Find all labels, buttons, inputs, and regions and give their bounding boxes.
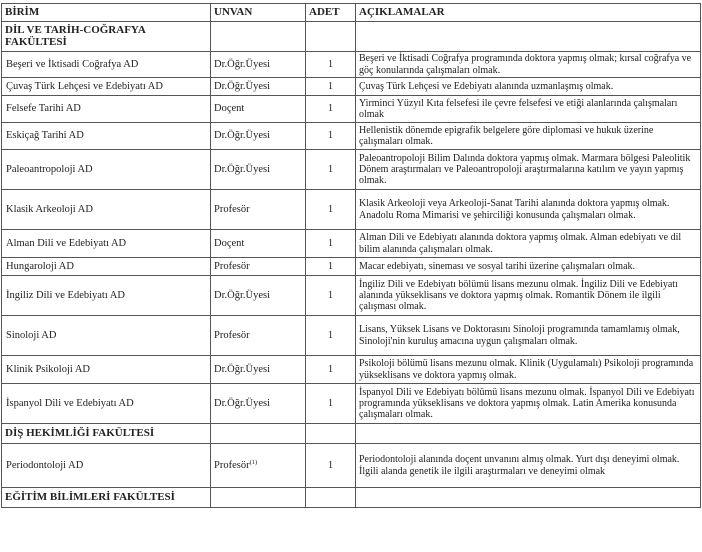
table-row: [2, 276, 701, 316]
table-row: [2, 150, 701, 190]
adet-cell: 1: [306, 123, 356, 150]
aciklama-cell: Periodontoloji alanında doçent unvanını almış olmak. Yurt dışı deneyimi olmak. İlgili alanda genetik ile ilgili araştırmaları ve deneyimi olmak: [356, 444, 701, 488]
adet-cell: 1: [306, 384, 356, 424]
aciklama-cell: Yirminci Yüzyıl Kıta felsefesi ile çevre felsefesi ve etiği alanlarında çalışmaları olmak: [356, 96, 701, 123]
staff-positions-table: [1, 3, 701, 508]
aciklama-cell: Klasik Arkeoloji veya Arkeoloji-Sanat Tarihi alanında doktora yapmış olmak. Anadolu Roma Mimarisi ve şehirciliği konusunda çalışmaları olmak.: [356, 190, 701, 230]
aciklama-cell: Hellenistik dönemde epigrafik belgelere göre diplomasi ve hukuk üzerine çalışmaları olmak.: [356, 123, 701, 150]
aciklama-cell: Lisans, Yüksek Lisans ve Doktorasını Sinoloji programında tamamlamış olmak, Sinoloji'nin kuruluş amacına uygun çalışmaları olmak.: [356, 316, 701, 356]
adet-cell: 1: [306, 356, 356, 384]
section-title: DİŞ HEKİMLİĞİ FAKÜLTESİ: [2, 424, 211, 444]
table-row: [2, 356, 701, 384]
unvan-cell: Doçent: [211, 96, 306, 123]
aciklama-cell: Çuvaş Türk Lehçesi ve Edebiyatı alanında uzmanlaşmış olmak.: [356, 78, 701, 96]
unvan-cell: Dr.Öğr.Üyesi: [211, 384, 306, 424]
aciklama-cell: Alman Dili ve Edebiyatı alanında doktora yapmış olmak. Alman edebiyatı ve dil bilim alanında çalışmaları olmak.: [356, 230, 701, 258]
section-title: EĞİTİM BİLİMLERİ FAKÜLTESİ: [2, 488, 211, 508]
birim-cell: Periodontoloji AD: [2, 444, 211, 488]
adet-cell: 1: [306, 150, 356, 190]
adet-cell: 1: [306, 96, 356, 123]
adet-cell: 1: [306, 316, 356, 356]
birim-cell: Çuvaş Türk Lehçesi ve Edebiyatı AD: [2, 78, 211, 96]
aciklama-cell: Macar edebiyatı, sineması ve sosyal tarihi üzerine çalışmaları olmak.: [356, 258, 701, 276]
unvan-cell: Dr.Öğr.Üyesi: [211, 123, 306, 150]
table-row: [2, 444, 701, 488]
birim-cell: Klasik Arkeoloji AD: [2, 190, 211, 230]
birim-cell: Paleoantropoloji AD: [2, 150, 211, 190]
unvan-cell: Dr.Öğr.Üyesi: [211, 276, 306, 316]
table-row: [2, 52, 701, 78]
unvan-cell: Dr.Öğr.Üyesi: [211, 78, 306, 96]
birim-cell: Sinoloji AD: [2, 316, 211, 356]
table-row: [2, 190, 701, 230]
header-aciklamalar: AÇIKLAMALAR: [356, 4, 701, 22]
birim-cell: Eskiçağ Tarihi AD: [2, 123, 211, 150]
birim-cell: İspanyol Dili ve Edebiyatı AD: [2, 384, 211, 424]
section-title: DİL VE TARİH-COĞRAFYA FAKÜLTESİ: [2, 22, 211, 52]
section-row: [2, 22, 701, 52]
adet-cell: 1: [306, 276, 356, 316]
adet-cell: 1: [306, 230, 356, 258]
birim-cell: Felsefe Tarihi AD: [2, 96, 211, 123]
header-row: [2, 4, 701, 22]
table-row: [2, 78, 701, 96]
aciklama-cell: İngiliz Dili ve Edebiyatı bölümü lisans mezunu olmak. İngiliz Dili ve Edebiyatı alanında yükseklisans ve doktora yapmış olmak. Romantik Dönem ile ilgili çalışması olmak.: [356, 276, 701, 316]
table-row: [2, 96, 701, 123]
adet-cell: 1: [306, 258, 356, 276]
adet-cell: 1: [306, 444, 356, 488]
aciklama-cell: İspanyol Dili ve Edebiyatı bölümü lisans mezunu olmak. İspanyol Dili ve Edebiyatı programında yükseklisans ve doktora yapmış olmak. Latin Amerika konusunda çalışmaları olmak.: [356, 384, 701, 424]
footnote-marker: (1): [249, 458, 258, 466]
unvan-cell: Profesör: [211, 316, 306, 356]
aciklama-cell: Psikoloji bölümü lisans mezunu olmak. Klinik (Uygulamalı) Psikoloji programında yükseklisans ve doktora yapmış olmak.: [356, 356, 701, 384]
unvan-cell: Doçent: [211, 230, 306, 258]
adet-cell: 1: [306, 190, 356, 230]
table-row: [2, 384, 701, 424]
table-row: [2, 258, 701, 276]
header-adet: ADET: [306, 4, 356, 22]
unvan-cell: Dr.Öğr.Üyesi: [211, 52, 306, 78]
table-row: [2, 230, 701, 258]
birim-cell: Klinik Psikoloji AD: [2, 356, 211, 384]
header-birim: BİRİM: [2, 4, 211, 22]
header-unvan: UNVAN: [211, 4, 306, 22]
birim-cell: İngiliz Dili ve Edebiyatı AD: [2, 276, 211, 316]
table-row: [2, 316, 701, 356]
birim-cell: Alman Dili ve Edebiyatı AD: [2, 230, 211, 258]
unvan-cell: Profesör: [211, 190, 306, 230]
section-row: [2, 424, 701, 444]
unvan-cell: Dr.Öğr.Üyesi: [211, 356, 306, 384]
adet-cell: 1: [306, 52, 356, 78]
unvan-cell: Dr.Öğr.Üyesi: [211, 150, 306, 190]
aciklama-cell: Paleoantropoloji Bilim Dalında doktora yapmış olmak. Marmara bölgesi Paleolitik Dönem araştırmaları ve Paleoantropoloji araştırmalarına katılım ve yayın yapmış olmak.: [356, 150, 701, 190]
table-row: [2, 123, 701, 150]
section-row: [2, 488, 701, 508]
birim-cell: Hungaroloji AD: [2, 258, 211, 276]
aciklama-cell: Beşeri ve İktisadi Coğrafya programında doktora yapmış olmak; kırsal coğrafya ve göç konularında çalışmaları olmak.: [356, 52, 701, 78]
birim-cell: Beşeri ve İktisadi Coğrafya AD: [2, 52, 211, 78]
unvan-cell: [211, 444, 306, 488]
adet-cell: 1: [306, 78, 356, 96]
unvan-cell: Profesör: [211, 258, 306, 276]
unvan-text: Profesör: [214, 459, 250, 471]
